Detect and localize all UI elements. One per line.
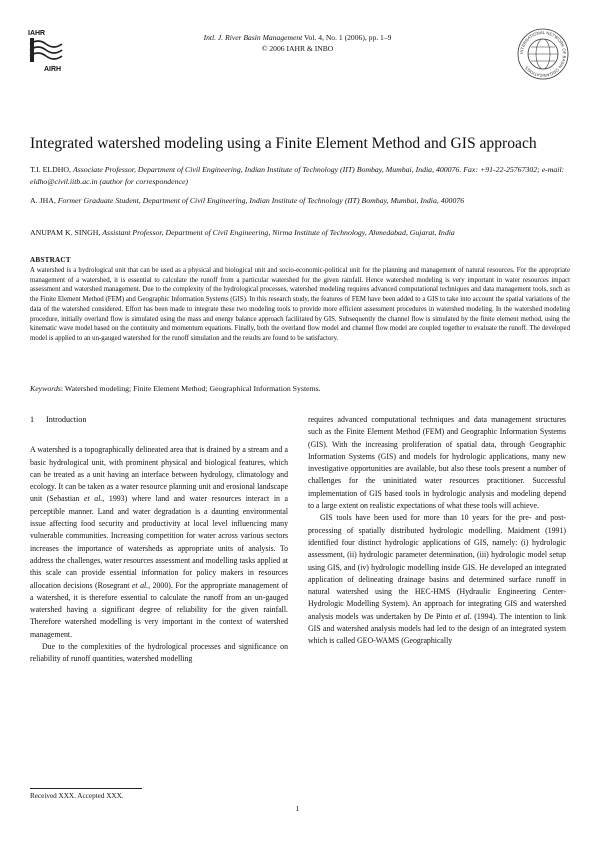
section-title: Introduction	[46, 415, 87, 424]
author-3-name: ANUPAM K. SINGH,	[30, 228, 103, 237]
page-number: 1	[295, 804, 300, 813]
citation-etal: et al.	[455, 611, 472, 621]
footnote: Received XXX. Accepted XXX.	[30, 792, 124, 800]
journal-volume: Vol. 4, No. 1 (2006), pp. 1–9	[302, 33, 392, 42]
right-column	[308, 414, 566, 648]
keywords	[30, 383, 570, 394]
footnote-divider	[30, 788, 142, 789]
intro-text-part: A watershed is a topographically delineated area that is drained by a stream and a basic hydrological unit, with prominent physical and biological features, which can be treated as a unit having an interface between hydrology, climatology and ecology. It can be taken as a water resource planning unit and erosional landscape unit (Sebastian	[30, 445, 288, 504]
intro-text-part: (1994). The intention to link GIS and watershed analysis models had led to the design of an integrated system which is called GEO-WAMS (Geographically	[308, 611, 566, 646]
intro-text-part: GIS tools have been used for more than 10 years for the pre- and post-processing of spatially distributed hydrologic modelling. Maidment (1991) identified four distinct hydrologic applications of GIS, namely: (i) hydrologic assessment, (ii) hydrologic parameter determination, (iii) hydrologic model setup using GIS, and (iv) hydrologic modelling inside GIS. He developed an integrated application of delineating drainage basins and determined surface runoff in natural watershed using the HEC-HMS (Hydraulic Engineering Center- Hydrologic Modelling System). An approach for integrating GIS and watershed analysis models was undertaken by De Pinto	[308, 513, 566, 621]
author-2-name: A. JHA,	[30, 196, 58, 205]
author-3-affiliation: Assistant Professor, Department of Civil Engineering, Nirma Institute of Technology, Ahmedabad, Gujarat, India	[102, 228, 455, 237]
inbo-globe-icon	[517, 28, 569, 80]
abstract-heading: ABSTRACT	[30, 256, 71, 264]
copyright-line: © 2006 IAHR & INBO	[261, 44, 334, 53]
intro-paragraph-2-cont: requires advanced computational techniques and data management structures such as the Finite Element Method (FEM) and Geographic Information Systems (GIS). With the increasing proliferation of spatial data, through Geographic Information Systems (GIS) and models for hydrologic applications, many new investigative opportunities are available, but also these tools present a number of challenges for the uninitiated water resources practitioner. Successful implementation of GIS based tools in hydrologic analysis and modeling depend to a large extent on realistic expectations of what these tools will achieve.	[308, 415, 566, 511]
intro-text-part: , 2000). For the appropriate management of a watershed, it is therefore essential to calculate the runoff from an un-gauged watershed having a significant degree of reliability for the given rainfall. Therefore watershed modelling is very important in the context of watershed management.	[30, 580, 288, 639]
author-1-name: T.I. ELDHO,	[30, 165, 73, 174]
keywords-list: : Watershed modeling; Finite Element Method; Geographical Information Systems.	[60, 384, 321, 393]
author-3	[30, 227, 570, 239]
author-2	[30, 195, 570, 207]
iahr-logo-text-top: IAHR	[28, 30, 46, 37]
author-1	[30, 164, 570, 188]
citation-etal: et al.	[84, 494, 103, 504]
iahr-logo-text-bottom: AIRH	[44, 66, 62, 73]
intro-paragraph-1	[30, 444, 288, 641]
keywords-label: Keywords	[30, 384, 61, 393]
intro-paragraph-3	[308, 512, 566, 647]
inbo-seal-text: INTERNATIONAL NETWORK OF BASIN ORGANIZATIONS	[518, 29, 568, 79]
inbo-seal-logo	[517, 28, 569, 80]
intro-paragraph-2: Due to the complexities of the hydrological processes and significance on reliability of runoff quantities, watershed modelling	[30, 642, 288, 664]
author-2-affiliation: Former Graduate Student, Department of Civil Engineering, Indian Institute of Technology (IIT) Bombay, Mumbai, India, 400076	[57, 196, 465, 205]
paper-title: Integrated watershed modeling using a Finite Element Method and GIS approach	[30, 135, 537, 152]
author-1-affiliation: Associate Professor, Department of Civil Engineering, Indian Institute of Technology (IIT) Bombay, Mumbai, India, 400076. Fax: +91-22-25767302; e-mail: eldho@civil.iitb.ac.in (author for correspondence)	[30, 165, 565, 186]
section-heading	[30, 414, 288, 426]
left-column	[30, 414, 288, 666]
section-number: 1	[30, 415, 35, 424]
abstract-text: A watershed is a hydrological unit that can be used as a physical and biological unit and socio-economic-political unit for the planning and management of natural resources. For the appropriate management of a watershed, it is essential to calculate the runoff from a particular watershed for the given rainfall. Hence watershed modeling is very important in water resources impact assessment and watershed management. Due to the complexity of the hydrological processes, watershed modeling requires advanced computational techniques and data management tools, such as the Finite Element Method (FEM) and Geographic Information Systems (GIS). In this research study, the features of FEM have been added to a GIS to take into account the spatial variations of the data of the watershed considered. Effort has been made to integrate these two modeling tools to provide more efficient assessment procedures in watershed modeling. In the watershed modeling procedure, initially overland flow is simulated using the mass and energy balance approach facilitated by GIS. Subsequently the channel flow is simulated by the finite element method, using the kinematic wave model based on the continuity and momentum equations. Finally, both the overland flow model and channel flow model are coupled together to evaluate the runoff. The developed model is applied to an un-gauged watershed for the runoff simulation and the results are found to be satisfactory.	[30, 267, 570, 342]
journal-header	[0, 32, 595, 54]
citation-etal: et al.	[131, 580, 149, 590]
journal-name: Intl. J. River Basin Management	[203, 33, 303, 42]
intro-text-part: , 1993) where land and water resources interact in a perceptible manner. Land and water degradation is a daunting environmental issue affecting food security and productivity at local level influencing many vulnerable communities. Increasing competition for water across various sectors increases the importance of watersheds as appropriate units of analysis. To address the challenges, water resources assessment and modelling tasks applied at this scale can provide essential information for policy makers in resources allocation decisions (Rosegrant	[30, 494, 288, 590]
